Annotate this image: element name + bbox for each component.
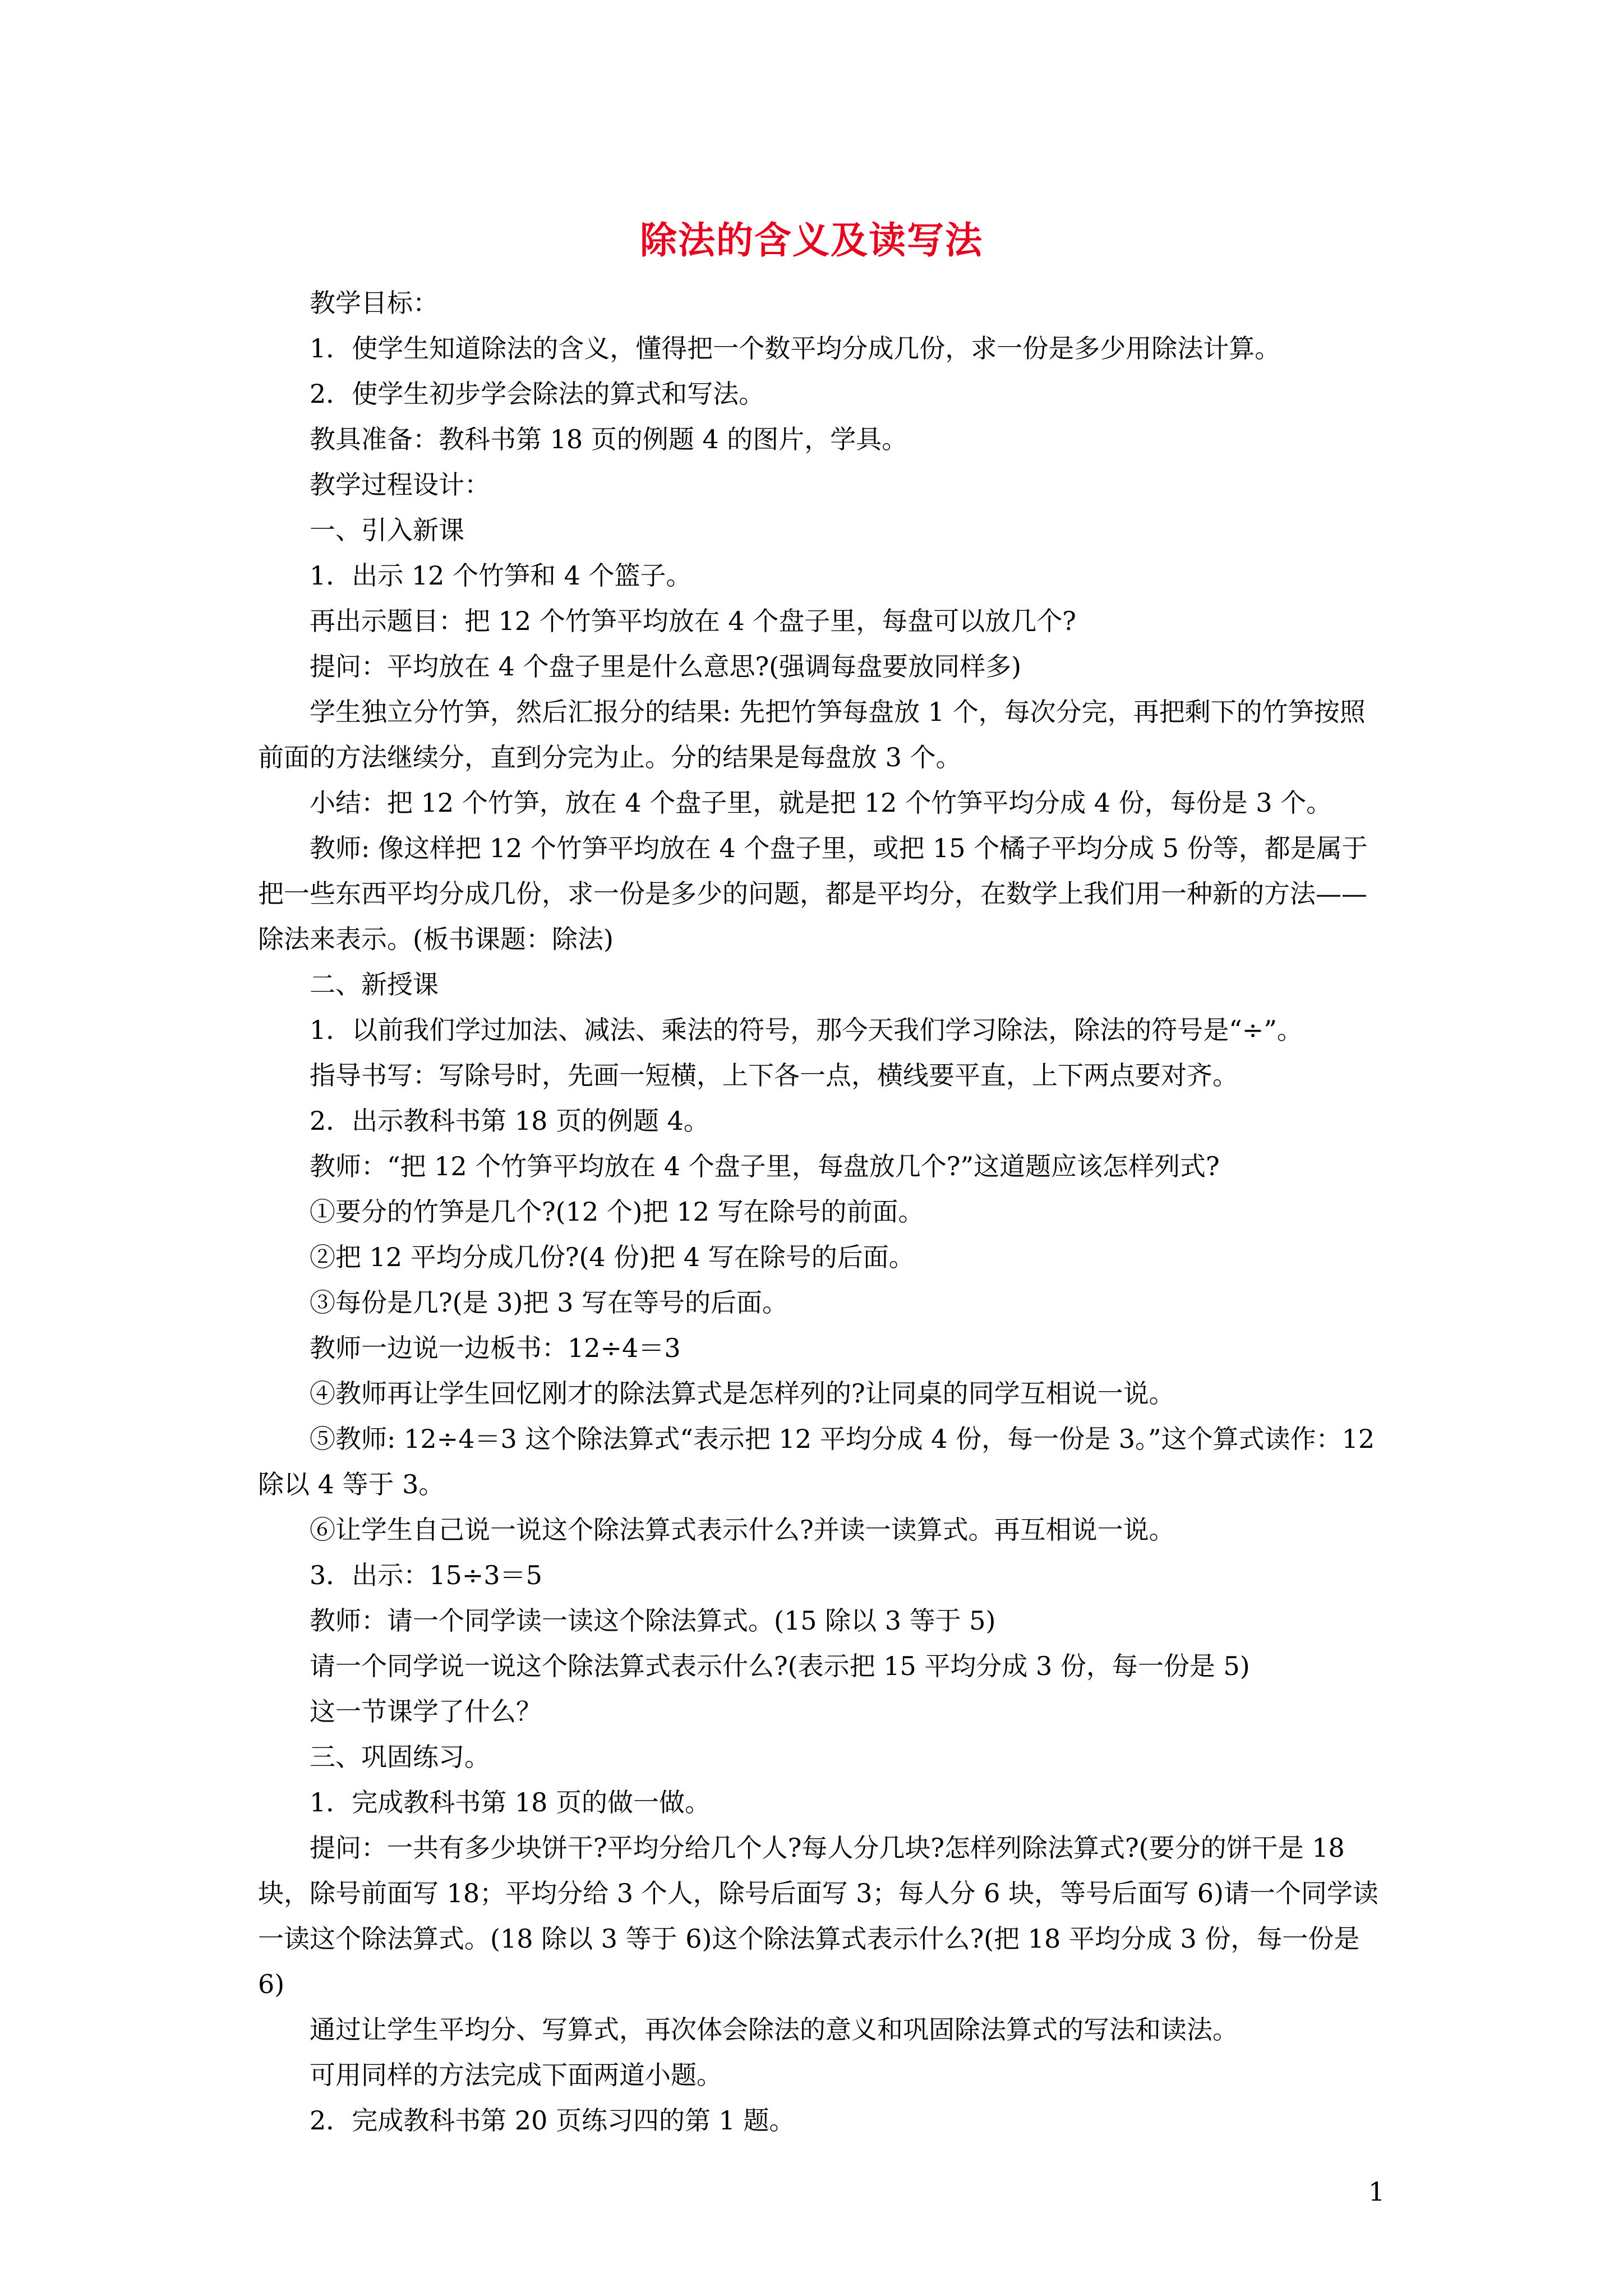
paragraph: 1．使学生知道除法的含义，懂得把一个数平均分成几份，求一份是多少用除法计算。 [310,333,1281,364]
document-body [258,280,1391,2143]
paragraph: 小结：把 12 个竹笋，放在 4 个盘子里，就是把 12 个竹笋平均分成 4 份，每份是 3 个。 [310,788,1332,818]
document-title: 除法的含义及读写法 [640,218,983,262]
paragraph: 再出示题目：把 12 个竹笋平均放在 4 个盘子里，每盘可以放几个? [310,606,1076,636]
paragraph: 请一个同学说一说这个除法算式表示什么?(表示把 15 平均分成 3 份，每一份是 5) [310,1651,1250,1681]
paragraph: 教师：请一个同学读一读这个除法算式。(15 除以 3 等于 5) [310,1605,996,1636]
section-heading: 二、新授课 [310,969,439,1000]
paragraph: ②把 12 平均分成几份?(4 份)把 4 写在除号的后面。 [310,1242,915,1272]
paragraph: 1．完成教科书第 18 页的做一做。 [310,1787,711,1818]
paragraph: 1．出示 12 个竹笋和 4 个篮子。 [310,560,692,591]
section-heading: 一、引入新课 [310,515,464,545]
paragraph: 2．完成教科书第 20 页练习四的第 1 题。 [310,2105,795,2136]
paragraph: 指导书写：写除号时，先画一短横，上下各一点，横线要平直，上下两点要对齐。 [310,1060,1238,1091]
paragraph: 这一节课学了什么？ [310,1696,542,1727]
paragraph: ⑤教师: 12÷4＝3 这个除法算式“表示把 12 平均分成 4 份，每一份是 3。”这个算式读作：12 除以 4 等于 3。 [258,1424,1375,1499]
paragraph: 通过让学生平均分、写算式，再次体会除法的意义和巩固除法算式的写法和读法。 [310,2014,1238,2045]
paragraph: 2．使学生初步学会除法的算式和写法。 [310,379,765,409]
paragraph: 可用同样的方法完成下面两道小题。 [310,2060,722,2090]
paragraph: 3．出示：15÷3＝5 [310,1560,542,1590]
paragraph: 教学目标： [310,288,439,318]
paragraph: ⑥让学生自己说一说这个除法算式表示什么?并读一读算式。再互相说一说。 [310,1515,1175,1545]
paragraph: 学生独立分竹笋，然后汇报分的结果: 先把竹笋每盘放 1 个，每次分完，再把剩下的竹笋按照前面的方法继续分，直到分完为止。分的结果是每盘放 3 个。 [258,697,1366,772]
section-heading: 三、巩固练习。 [310,1742,490,1772]
paragraph: ④教师再让学生回忆刚才的除法算式是怎样列的?让同桌的同学互相说一说。 [310,1378,1175,1409]
paragraph: 教师一边说一边板书：12÷4＝3 [310,1333,681,1363]
paragraph: 教具准备：教科书第 18 页的例题 4 的图片，学具。 [310,424,908,454]
paragraph: 教师: 像这样把 12 个竹笋平均放在 4 个盘子里，或把 15 个橘子平均分成 5 份等，都是属于把一些东西平均分成几份，求一份是多少的问题，都是平均分，在数学上我们用一种新的方法——除法来表示。(板书课题：除法) [258,833,1368,954]
paragraph: ③每份是几?(是 3)把 3 写在等号的后面。 [310,1287,788,1318]
page-number: 1 [1368,2177,1385,2207]
paragraph: 教学过程设计： [310,470,490,500]
paragraph: 2．出示教科书第 18 页的例题 4。 [310,1106,709,1136]
paragraph: 1．以前我们学过加法、减法、乘法的符号，那今天我们学习除法，除法的符号是“÷”。 [310,1015,1303,1045]
paragraph: 提问：一共有多少块饼干?平均分给几个人?每人分几块?怎样列除法算式?(要分的饼干是 18 块，除号前面写 18；平均分给 3 个人，除号后面写 3；每人分 6 块，等号后面写 6)请一个同学读一读这个除法算式。(18 除以 3 等于 6)这个除法算式表示什么?(把 18 平均分成 3 份，每一份是 6) [258,1833,1378,1999]
paragraph: 教师：“把 12 个竹笋平均放在 4 个盘子里，每盘放几个?”这道题应该怎样列式? [310,1151,1220,1181]
paragraph: 提问：平均放在 4 个盘子里是什么意思?(强调每盘要放同样多) [310,651,1022,682]
paragraph: ①要分的竹笋是几个?(12 个)把 12 写在除号的前面。 [310,1197,924,1227]
